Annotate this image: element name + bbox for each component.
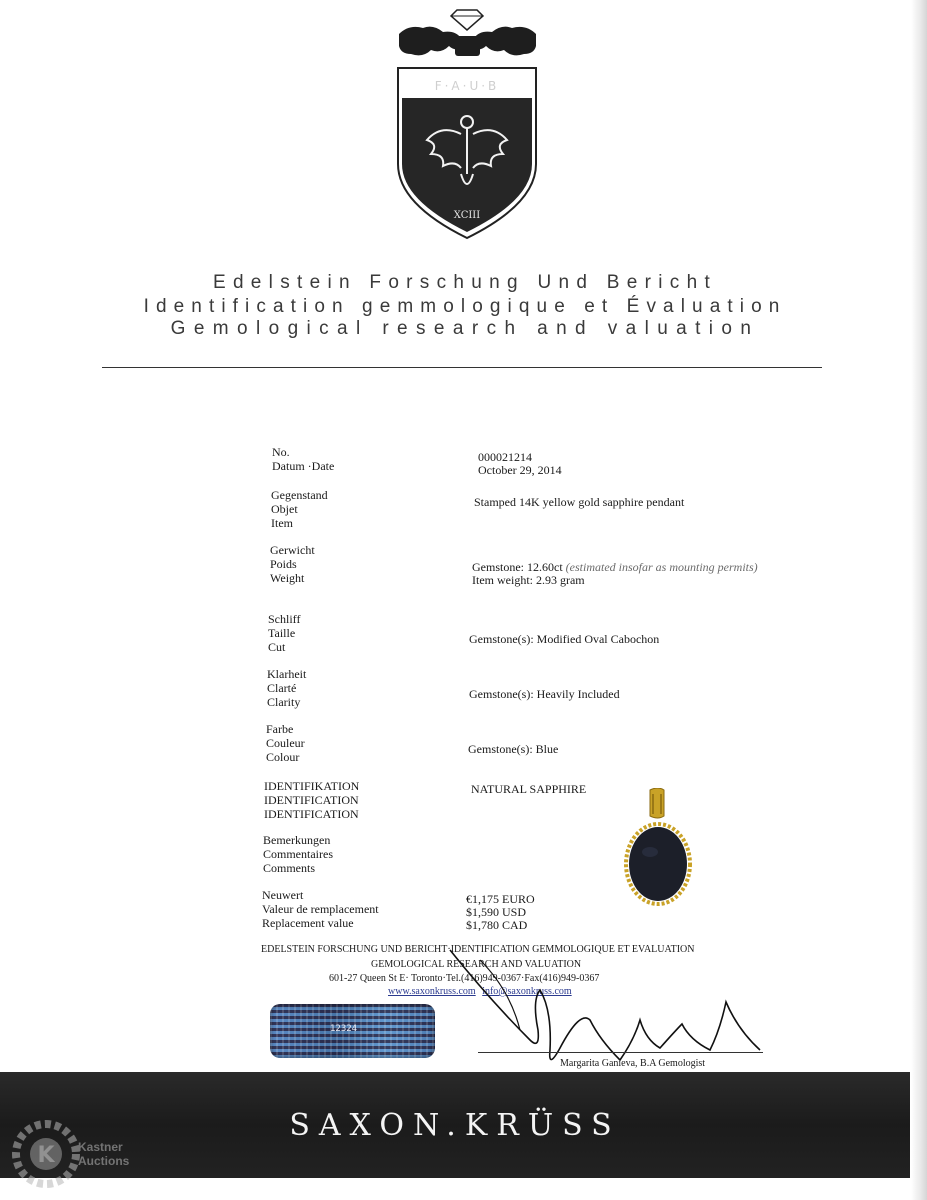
value-usd: $1,590 USD (466, 905, 527, 919)
title-german: Edelstein Forschung Und Bericht (212, 272, 718, 293)
item-value: Stamped 14K yellow gold sapphire pendant (474, 495, 685, 509)
email-link[interactable]: info@saxonkruss.com (482, 986, 572, 997)
identification-label: IDENTIFIKATION IDENTIFICATION IDENTIFICATION (264, 779, 360, 821)
weight-note: (estimated insofar as mounting permits) (565, 560, 758, 574)
auction-watermark (10, 1112, 140, 1192)
svg-text:K: K (37, 1143, 55, 1168)
certificate-date: October 29, 2014 (478, 463, 562, 477)
cut-value: Gemstone(s): Modified Oval Cabochon (469, 632, 660, 646)
certificate-number: 000021214 (478, 450, 532, 464)
cut-label: Schliff Taille Cut (268, 612, 301, 654)
watermark-gear-icon (10, 1112, 80, 1192)
weight-value (472, 561, 758, 587)
watermark-line-2: Auctions (78, 1154, 130, 1168)
replacement-value (466, 893, 535, 932)
svg-text:XCIII: XCIII (453, 210, 481, 221)
item-label: Gegenstand Objet Item (271, 488, 328, 530)
signature-line (478, 1052, 763, 1053)
title-english: Gemological research and valuation (170, 318, 760, 339)
value-euro: €1,175 EURO (466, 892, 535, 906)
colour-value: Gemstone(s): Blue (468, 742, 559, 756)
brand-wordmark: SAXON.KRÜSS (289, 1108, 621, 1143)
replacement-label: Neuwert Valeur de remplacement Replacement value (262, 888, 379, 930)
hologram-code: 12324 (330, 1024, 358, 1034)
crest-logo (395, 4, 540, 244)
clarity-label: Klarheit Clarté Clarity (267, 667, 307, 709)
page-edge (911, 0, 927, 1200)
pendant-photo (620, 788, 696, 908)
number-label: No. Datum ·Date (272, 445, 335, 473)
svg-text:F·A·U·B: F·A·U·B (434, 79, 500, 93)
value-cad: $1,780 CAD (466, 918, 528, 932)
watermark-line-1: Kastner (78, 1140, 123, 1154)
diamond-icon (451, 10, 483, 30)
header-divider (102, 367, 822, 368)
company-address: 601-27 Queen St E· Toronto·Tel.(416)949-0367·Fax(416)949-0367 (329, 973, 600, 984)
signatory-name: Margarita Ganieva, B.A Gemologist (560, 1058, 706, 1069)
item-weight: Item weight: 2.93 gram (472, 573, 585, 587)
gemstone-weight: Gemstone: 12.60ct (472, 560, 563, 574)
lions-icon (399, 27, 536, 56)
company-line-2: GEMOLOGICAL RESEARCH AND VALUATION (371, 959, 582, 970)
comments-label: Bemerkungen Commentaires Comments (263, 833, 333, 875)
company-line-1: EDELSTEIN FORSCHUNG UND BERICHT·IDENTIFICATION GEMMOLOGIQUE ET EVALUATION (261, 944, 695, 955)
colour-label: Farbe Couleur Colour (266, 722, 305, 764)
identification-value: NATURAL SAPPHIRE (471, 782, 587, 796)
number-date-value (478, 451, 562, 477)
clarity-value: Gemstone(s): Heavily Included (469, 687, 620, 701)
website-link[interactable]: www.saxonkruss.com (388, 986, 476, 997)
weight-label: Gerwicht Poids Weight (270, 543, 315, 585)
hologram-seal (270, 1004, 435, 1058)
title-french: Identification gemmologique et Évaluation (143, 296, 787, 317)
